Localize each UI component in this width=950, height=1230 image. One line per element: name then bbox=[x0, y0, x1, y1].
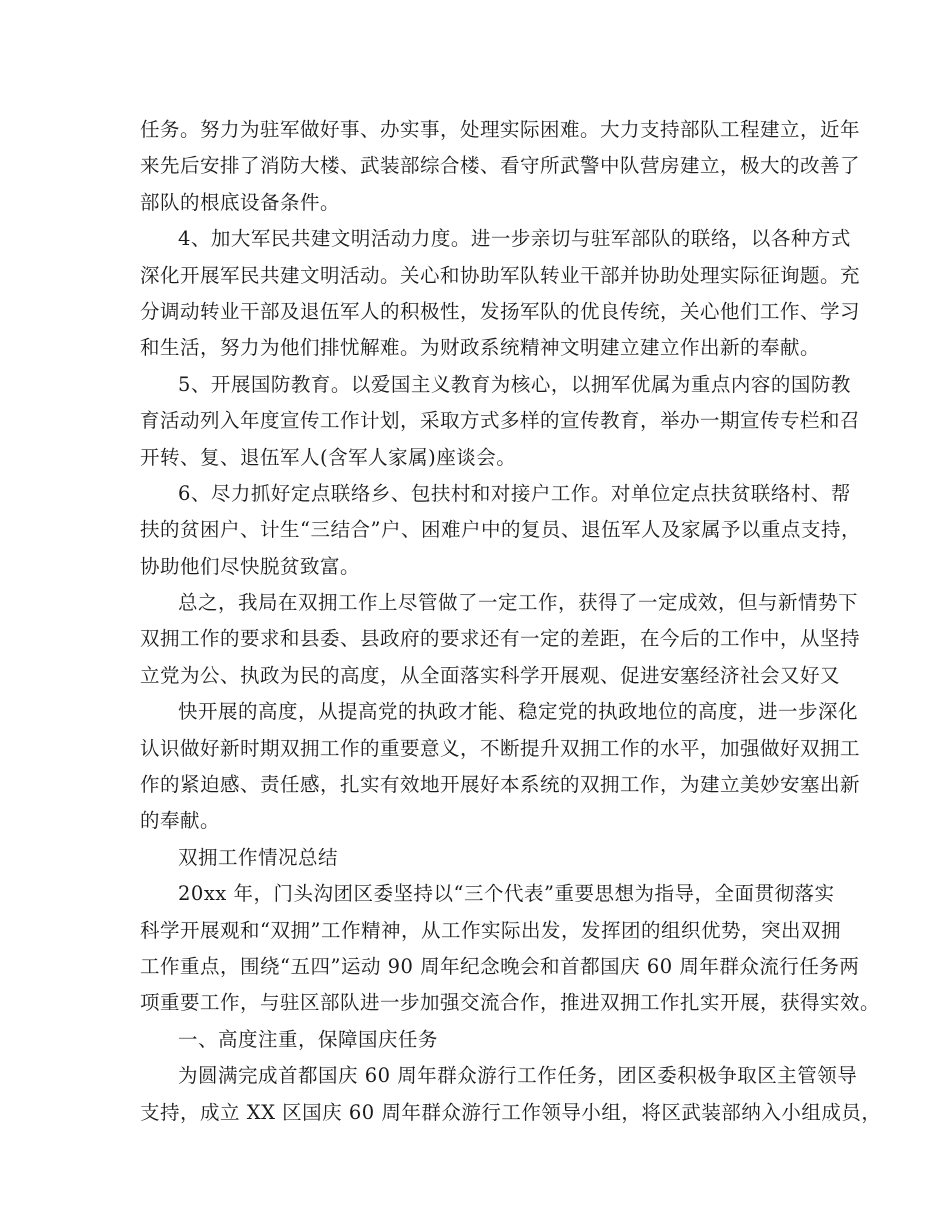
text-line: 总之，我局在双拥工作上尽管做了一定工作，获得了一定成效，但与新情势下 bbox=[178, 591, 859, 615]
text-line: 6、尽力抓好定点联络乡、包扶村和对接户工作。对单位定点扶贫联络村、帮 bbox=[178, 481, 851, 505]
text-line: 育活动列入年度宣传工作计划，采取方式多样的宣传教育，举办一期宣传专栏和召 bbox=[140, 409, 861, 433]
text-line: 和生活，努力为他们排忧解难。为财政系统精神文明建立建立作出新的奉献。 bbox=[140, 336, 821, 360]
text-line: 一、高度注重，保障国庆任务 bbox=[178, 1027, 439, 1051]
text-line: 深化开展军民共建文明活动。关心和协助军队转业干部并协助处理实际征询题。充 bbox=[140, 263, 861, 287]
text-line: 协助他们尽快脱贫致富。 bbox=[140, 554, 361, 578]
text-line: 来先后安排了消防大楼、武装部综合楼、看守所武警中队营房建立，极大的改善了 bbox=[140, 154, 861, 178]
text-line: 开转、复、退伍军人(含军人家属)座谈会。 bbox=[140, 445, 517, 469]
text-line: 任务。努力为驻军做好事、办实事，处理实际困难。大力支持部队工程建立，近年 bbox=[140, 118, 861, 141]
document-body bbox=[140, 112, 882, 1131]
text-line: 双拥工作情况总结 bbox=[178, 845, 339, 869]
text-line: 工作重点，围绕“五四”运动 90 周年纪念晚会和首都国庆 60 周年群众流行任务两 bbox=[140, 954, 860, 978]
text-line: 支持，成立 XX 区国庆 60 周年群众游行工作领导小组，将区武装部纳入小组成员， bbox=[140, 1100, 882, 1124]
text-line: 部队的根底设备条件。 bbox=[140, 190, 341, 214]
text-line: 的奉献。 bbox=[140, 809, 221, 833]
text-line: 双拥工作的要求和县委、县政府的要求还有一定的差距，在今后的工作中，从坚持 bbox=[140, 627, 861, 651]
text-line: 科学开展观和“双拥”工作精神，从工作实际出发，发挥团的组织优势，突出双拥 bbox=[140, 918, 841, 942]
text-line: 扶的贫困户、计生“三结合”户、困难户中的复员、退伍军人及家属予以重点支持， bbox=[140, 518, 861, 542]
text-line: 作的紧迫感、责任感，扎实有效地开展好本系统的双拥工作，为建立美妙安塞出新 bbox=[140, 773, 861, 797]
text-line: 分调动转业干部及退伍军人的积极性，发扬军队的优良传统，关心他们工作、学习 bbox=[140, 299, 861, 323]
text-line: 4、加大军民共建文明活动力度。进一步亲切与驻军部队的联络，以各种方式 bbox=[178, 227, 851, 251]
text-line: 5、开展国防教育。以爱国主义教育为核心，以拥军优属为重点内容的国防教 bbox=[178, 372, 851, 396]
text-line: 立党为公、执政为民的高度，从全面落实科学开展观、促进安塞经济社会又好又 bbox=[140, 663, 841, 687]
text-line: 项重要工作，与驻区部队进一步加强交流合作，推进双拥工作扎实开展，获得实效。 bbox=[140, 991, 881, 1015]
text-line: 为圆满完成首都国庆 60 周年群众游行工作任务，团区委积极争取区主管领导 bbox=[178, 1064, 858, 1088]
text-line: 20xx 年，门头沟团区委坚持以“三个代表”重要思想为指导，全面贯彻落实 bbox=[178, 882, 835, 906]
text-line: 认识做好新时期双拥工作的重要意义，不断提升双拥工作的水平，加强做好双拥工 bbox=[140, 736, 861, 760]
text-line: 快开展的高度，从提高党的执政才能、稳定党的执政地位的高度，进一步深化 bbox=[178, 700, 859, 724]
